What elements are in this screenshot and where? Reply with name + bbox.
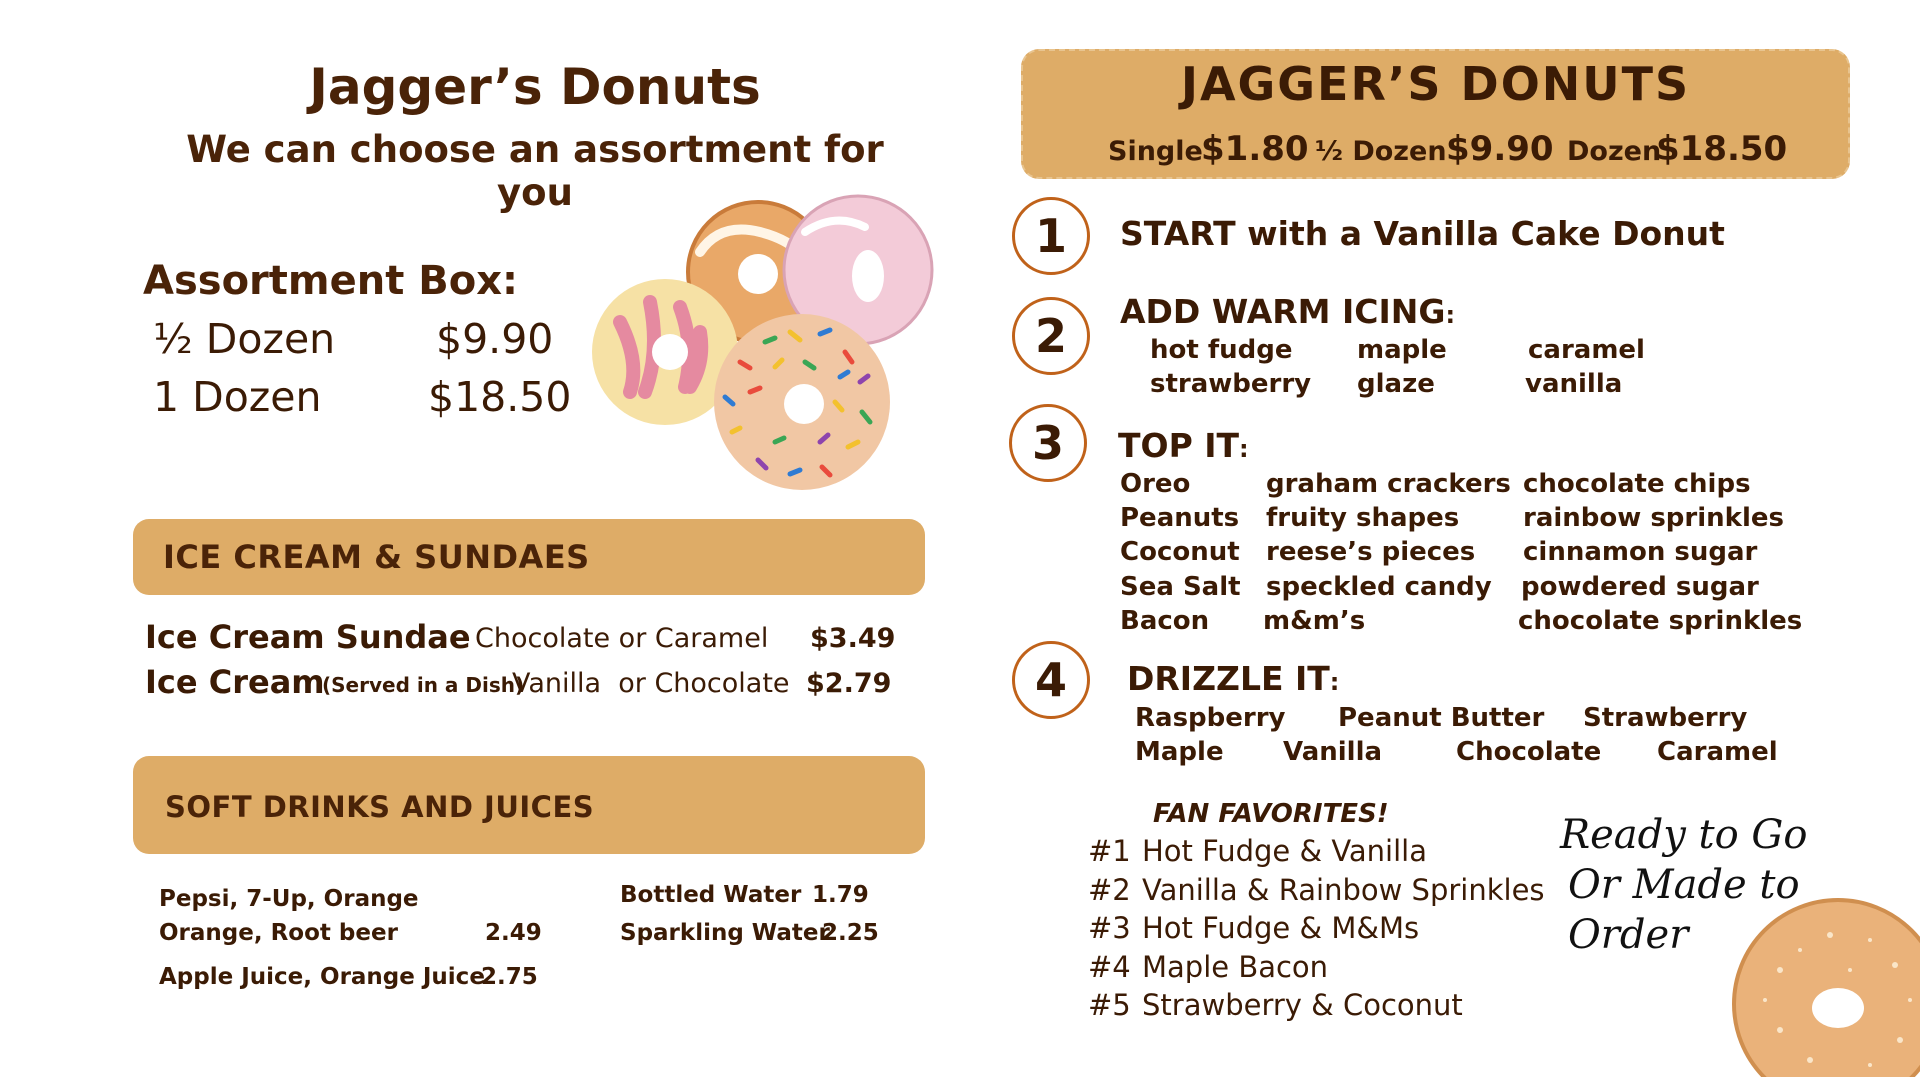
- ice-cream-name: Ice Cream: [145, 663, 325, 701]
- favorite-3-name: Hot Fudge & M&Ms: [1142, 911, 1420, 945]
- drizzle-caramel: Caramel: [1657, 737, 1778, 767]
- drinks-header: SOFT DRINKS AND JUICES: [165, 790, 595, 824]
- tagline-line3: Order: [1568, 912, 1689, 958]
- price-single: $1.80: [1201, 129, 1309, 169]
- ice-cream-price: $2.79: [806, 668, 892, 699]
- drizzle-strawberry: Strawberry: [1583, 703, 1748, 733]
- tagline-line2: Or Made to: [1568, 862, 1800, 908]
- drizzle-chocolate: Chocolate: [1456, 737, 1602, 767]
- step-3-title: TOP IT:: [1118, 426, 1249, 465]
- drink-soda-price: 2.49: [485, 920, 542, 946]
- right-title: JAGGER’S DONUTS: [1180, 57, 1691, 111]
- favorite-3-num: #3: [1088, 911, 1131, 945]
- drizzle-vanilla: Vanilla: [1283, 737, 1383, 767]
- favorite-4-num: #4: [1088, 950, 1131, 984]
- topping-sea-salt: Sea Salt: [1120, 572, 1241, 602]
- assortment-dozen-price: $18.50: [428, 373, 572, 421]
- favorite-1-num: #1: [1088, 834, 1131, 868]
- topping-chocolate-chips: chocolate chips: [1523, 469, 1751, 499]
- price-single-label: Single: [1108, 136, 1203, 167]
- icing-maple: maple: [1357, 335, 1447, 365]
- donut-cluster-image: [590, 192, 935, 492]
- drink-bottled-water: Bottled Water: [620, 882, 802, 908]
- drizzle-raspberry: Raspberry: [1135, 703, 1286, 733]
- favorite-1-name: Hot Fudge & Vanilla: [1142, 834, 1428, 868]
- sugar-donut-image: [1720, 880, 1920, 1077]
- drink-bottled-water-price: 1.79: [812, 882, 869, 908]
- topping-cinnamon-sugar: cinnamon sugar: [1523, 537, 1758, 567]
- topping-speckled-candy: speckled candy: [1266, 572, 1492, 602]
- topping-chocolate-sprinkles: chocolate sprinkles: [1518, 606, 1803, 636]
- assortment-half-price: $9.90: [436, 315, 554, 363]
- topping-powdered-sugar: powdered sugar: [1521, 572, 1759, 602]
- step-2-circle: 2: [1012, 297, 1090, 375]
- page-title: Jagger’s Donuts: [309, 58, 761, 116]
- drink-sparkling-water-price: 2.25: [822, 920, 879, 946]
- drink-soda-line1: Pepsi, 7-Up, Orange: [159, 886, 419, 912]
- step-4-circle: 4: [1012, 641, 1090, 719]
- favorite-2-name: Vanilla & Rainbow Sprinkles: [1142, 873, 1545, 907]
- favorite-4-name: Maple Bacon: [1142, 950, 1329, 984]
- price-half: $9.90: [1446, 129, 1554, 169]
- step-1-title: START with a Vanilla Cake Donut: [1120, 214, 1725, 253]
- step-2-title: ADD WARM ICING:: [1120, 292, 1456, 331]
- price-dozen: $18.50: [1656, 129, 1788, 169]
- drink-juice-price: 2.75: [481, 964, 538, 990]
- ice-cream-sundae-price: $3.49: [810, 623, 896, 654]
- favorite-5-name: Strawberry & Coconut: [1142, 988, 1463, 1022]
- icing-glaze: glaze: [1357, 369, 1435, 399]
- step-4-title: DRIZZLE IT:: [1127, 659, 1340, 698]
- step-1-circle: 1: [1012, 197, 1090, 275]
- favorites-heading: FAN FAVORITES!: [1153, 799, 1389, 829]
- ice-cream-sundae-desc: Chocolate or Caramel: [475, 623, 769, 654]
- topping-fruity-shapes: fruity shapes: [1266, 503, 1460, 533]
- drizzle-peanut-butter: Peanut Butter: [1338, 703, 1545, 733]
- topping-mms: m&m’s: [1263, 606, 1366, 636]
- favorite-5-num: #5: [1088, 988, 1131, 1022]
- drink-sparkling-water: Sparkling Water: [620, 920, 830, 946]
- topping-oreo: Oreo: [1120, 469, 1191, 499]
- icing-strawberry: strawberry: [1150, 369, 1312, 399]
- drizzle-maple: Maple: [1135, 737, 1224, 767]
- topping-peanuts: Peanuts: [1120, 503, 1240, 533]
- page-subtitle: We can choose an assortment for you: [186, 128, 884, 214]
- ice-cream-note: (Served in a Dish): [322, 673, 525, 697]
- topping-reeses-pieces: reese’s pieces: [1266, 537, 1476, 567]
- step-3-circle: 3: [1009, 404, 1087, 482]
- ice-cream-header: ICE CREAM & SUNDAES: [163, 538, 590, 576]
- assortment-heading: Assortment Box:: [143, 258, 518, 304]
- icing-hot-fudge: hot fudge: [1150, 335, 1293, 365]
- ice-cream-sundae-name: Ice Cream Sundae: [145, 618, 471, 656]
- price-dozen-label: Dozen: [1567, 136, 1662, 167]
- assortment-dozen-label: 1 Dozen: [153, 373, 322, 421]
- favorite-2-num: #2: [1088, 873, 1131, 907]
- topping-bacon: Bacon: [1120, 606, 1210, 636]
- price-half-label: ½ Dozen: [1315, 136, 1447, 167]
- icing-vanilla: vanilla: [1525, 369, 1623, 399]
- topping-graham-crackers: graham crackers: [1266, 469, 1511, 499]
- drink-soda-line2: Orange, Root beer: [159, 920, 398, 946]
- assortment-half-label: ½ Dozen: [153, 315, 336, 363]
- ice-cream-desc: Vanilla or Chocolate: [512, 668, 790, 699]
- topping-coconut: Coconut: [1120, 537, 1240, 567]
- icing-caramel: caramel: [1528, 335, 1645, 365]
- tagline-line1: Ready to Go: [1560, 812, 1808, 858]
- topping-rainbow-sprinkles: rainbow sprinkles: [1523, 503, 1784, 533]
- drink-juice: Apple Juice, Orange Juice: [159, 964, 485, 990]
